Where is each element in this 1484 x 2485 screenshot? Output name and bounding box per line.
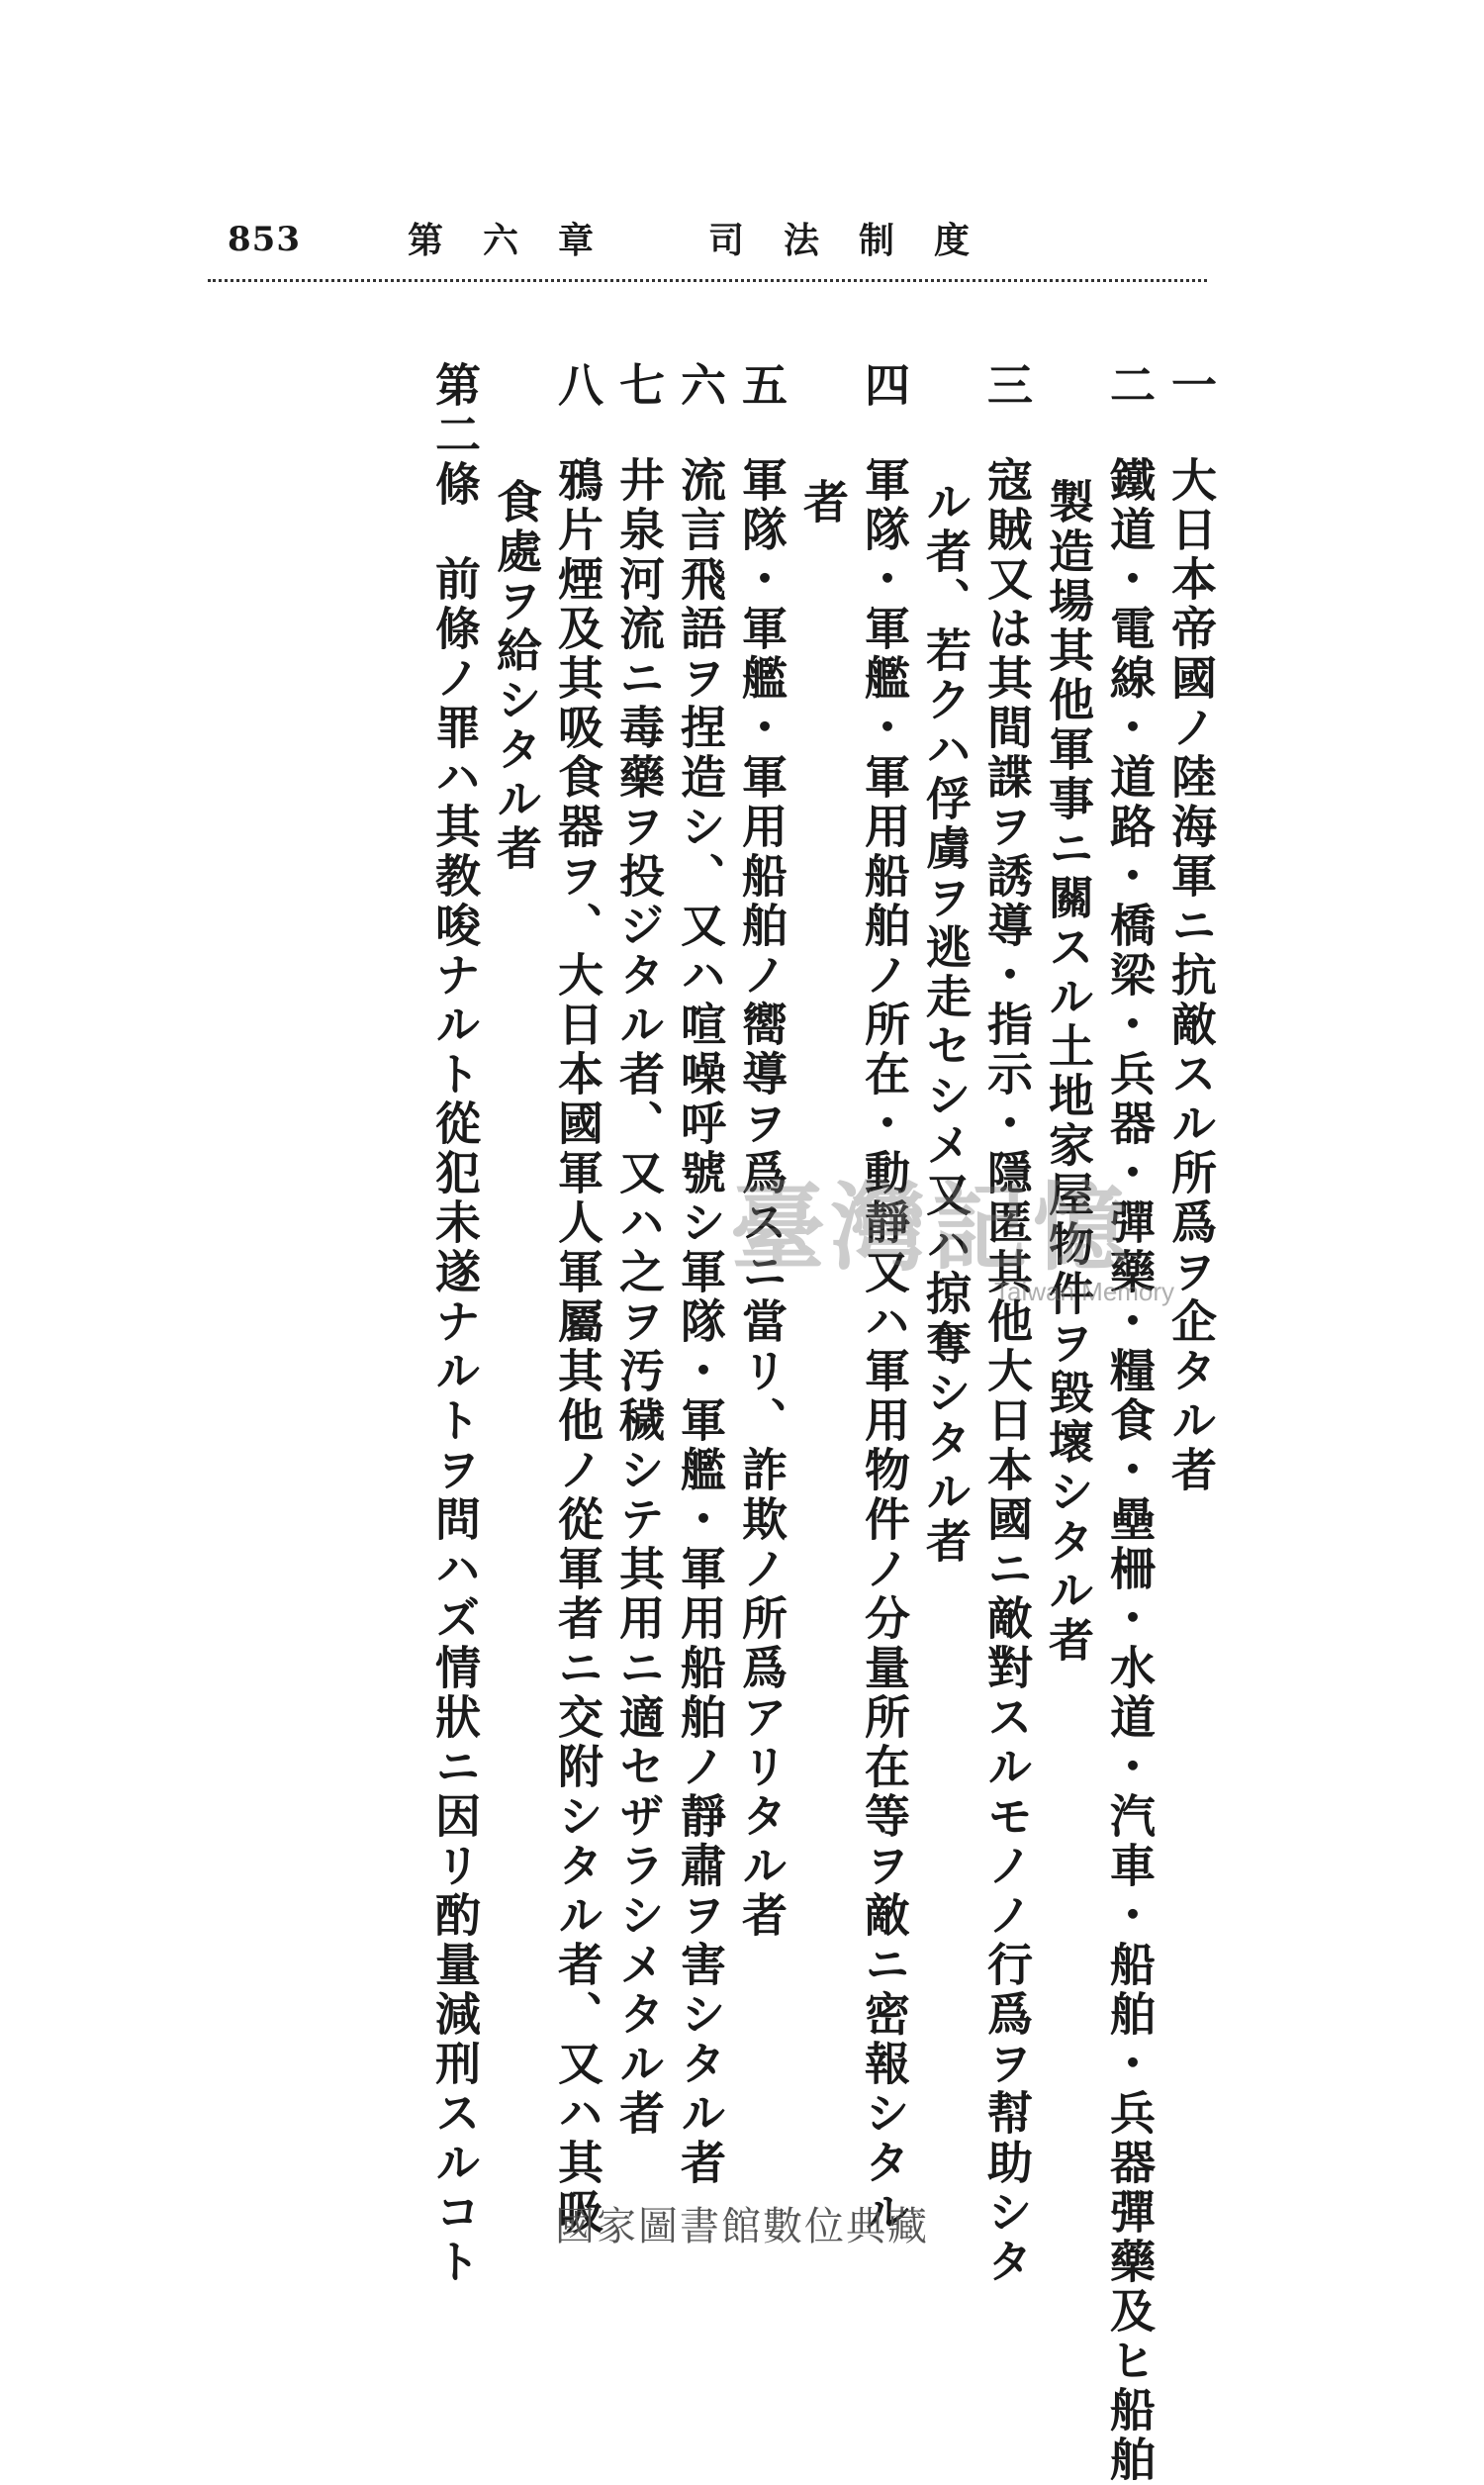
item-text: 製造場其他軍事ニ關スル土地家屋物件ヲ毀壞シタル者 <box>1042 478 1095 1666</box>
text-line-1 <box>1160 361 1222 2044</box>
text-line-9 <box>670 361 731 2188</box>
text-line-11 <box>547 361 608 2238</box>
text-line-13 <box>424 361 486 2287</box>
item-text: 前條ノ罪ハ其教唆ナルト從犯未遂ナルトヲ問ハズ情狀ニ因リ酌量減刑スルコト <box>428 555 482 2287</box>
item-number: 三 <box>980 361 1034 411</box>
item-number: 六 <box>674 361 727 411</box>
item-text: 軍隊・軍艦・軍用船舶ノ嚮導ヲ爲スニ當リ、詐欺ノ所爲アリタル者 <box>735 456 788 1941</box>
item-text: 大日本帝國ノ陸海軍ニ抗敵スル所爲ヲ企タル者 <box>1164 456 1218 1495</box>
library-footer: 國家圖書館數位典藏 <box>555 2204 929 2249</box>
page-number: 853 <box>228 220 301 259</box>
watermark-logo: 臺灣記憶 <box>730 1172 1134 1284</box>
text-line-10 <box>608 361 670 2139</box>
watermark-subtitle: Taiwan Memory <box>994 1277 1175 1306</box>
text-line-12 <box>486 361 547 2044</box>
item-text: 鐵道・電線・道路・橋梁・兵器・彈藥・糧食・壘柵・水道・汽車・船舶・兵器彈藥及ヒ船舶 <box>1103 456 1157 2485</box>
item-text: 軍隊・軍艦・軍用船舶ノ所在・動靜又ハ軍用物件ノ分量所在等ヲ敵ニ密報シタル <box>858 456 911 2238</box>
item-number: 五 <box>735 361 788 411</box>
item-text: 井泉河流ニ毒藥ヲ投ジタル者、又ハ之ヲ汚穢シテ其用ニ適セザラシメタル者 <box>612 456 666 2139</box>
item-text: 者 <box>796 478 850 527</box>
running-title: 第六章 司法制度 <box>407 220 1009 261</box>
item-text: 寇賊又は其間諜ヲ誘導・指示・隱匿其他大日本國ニ敵對スルモノノ行爲ヲ幇助シタ <box>980 456 1034 2287</box>
item-number: 四 <box>858 361 911 411</box>
item-text: 流言飛語ヲ捏造シ、又ハ喧噪呼號シ軍隊・軍艦・軍用船舶ノ靜肅ヲ害シタル者 <box>674 456 727 2188</box>
header-divider <box>208 279 1207 282</box>
item-number: 一 <box>1164 361 1218 411</box>
item-text: ル者、若クハ俘虜ヲ逃走セシメ又ハ掠奪シタル者 <box>919 478 973 1567</box>
item-number: 二 <box>1103 361 1157 411</box>
item-text: 食處ヲ給シタル者 <box>490 478 543 874</box>
article-number: 第二條 <box>428 361 482 510</box>
item-number: 七 <box>612 361 666 411</box>
item-number: 八 <box>551 361 604 411</box>
item-text: 鴉片煙及其吸食器ヲ、大日本國軍人軍屬其他ノ從軍者ニ交附シタル者、又ハ其吸 <box>551 456 604 2238</box>
